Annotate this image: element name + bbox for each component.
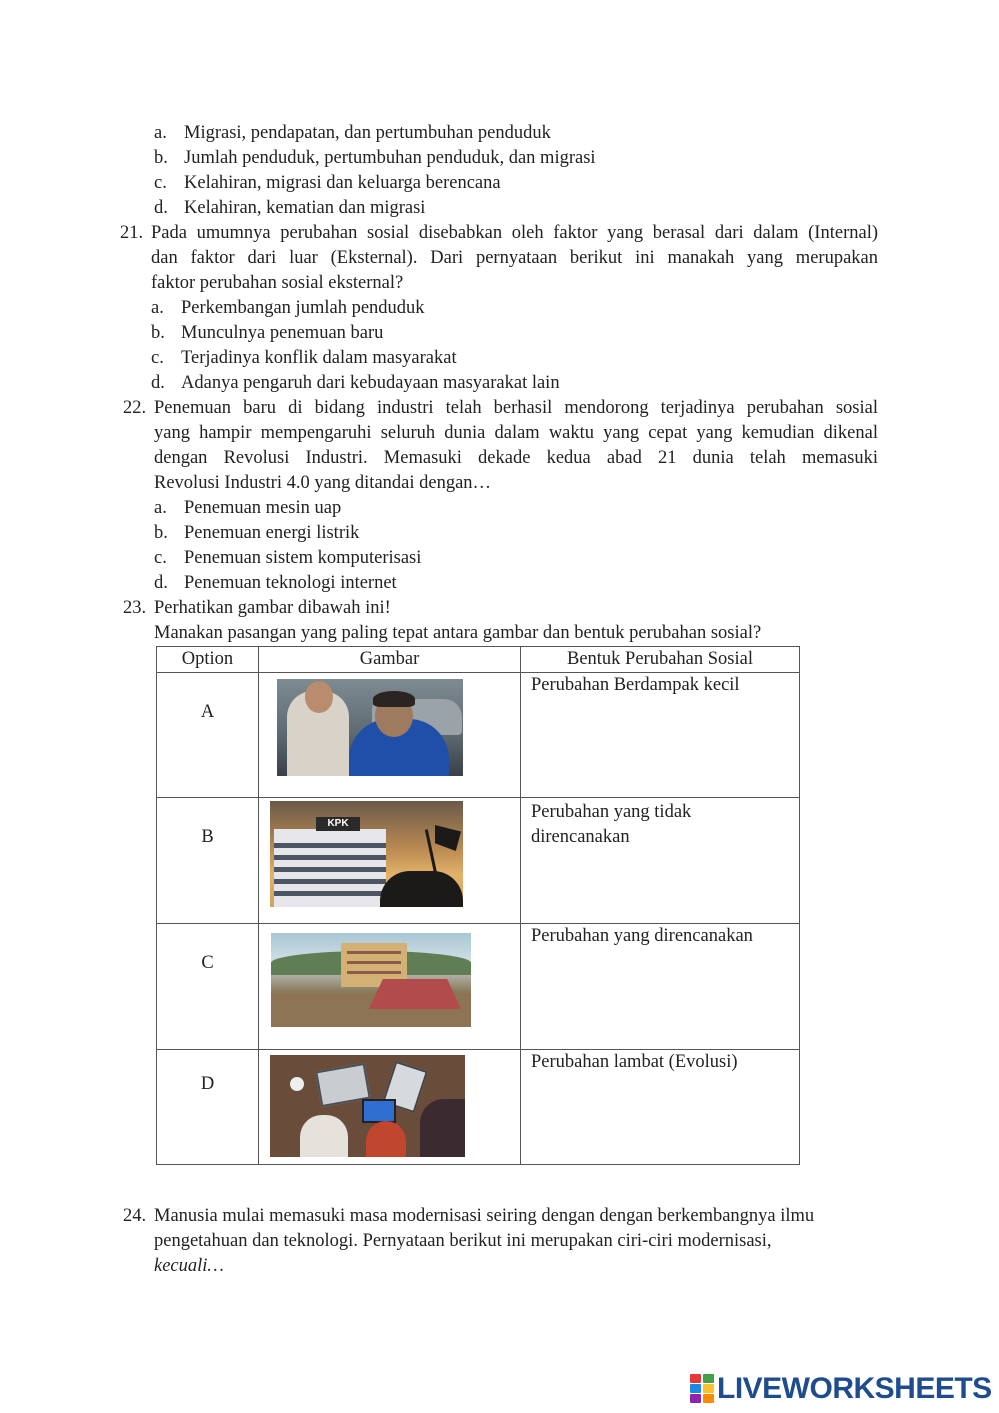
q22-number: 22. bbox=[123, 398, 147, 418]
q24-line-1: Manusia mulai memasuki masa modernisasi seiring dengan dengan berkembangnya ilmu bbox=[154, 1206, 815, 1226]
q20-option-d-letter: d. bbox=[154, 198, 168, 218]
barber-image bbox=[277, 679, 463, 776]
option-label: A bbox=[200, 701, 215, 722]
text-cell: Perubahan yang direncanakan bbox=[521, 924, 800, 1050]
table-row bbox=[157, 673, 800, 798]
table-header-row bbox=[157, 647, 800, 673]
q21-option-d-letter: d. bbox=[151, 373, 165, 393]
q22-option-c-text: Penemuan sistem komputerisasi bbox=[184, 548, 422, 568]
q21-number: 21. bbox=[120, 223, 144, 243]
q20-option-b-letter: b. bbox=[154, 148, 168, 168]
q23-line-2: Manakan pasangan yang paling tepat antara gambar dan bentuk perubahan sosial? bbox=[154, 623, 762, 643]
text-cell: Perubahan lambat (Evolusi) bbox=[521, 1050, 800, 1165]
q22-line-2: yang hampir mempengaruhi seluruh dunia dalam waktu yang cepat yang kemudian dikenal bbox=[154, 423, 878, 443]
q21-option-d-text: Adanya pengaruh dari kebudayaan masyarakat lain bbox=[181, 373, 560, 393]
q22-line-4: Revolusi Industri 4.0 yang ditandai dengan… bbox=[154, 473, 492, 493]
option-label: B bbox=[201, 827, 214, 847]
logo-mark-icon bbox=[690, 1374, 714, 1404]
image-cell bbox=[259, 673, 521, 798]
q22-line-1: Penemuan baru di bidang industri telah berhasil mendorong terjadinya perubahan sosial bbox=[154, 398, 878, 418]
liveworksheets-logo bbox=[690, 1373, 992, 1405]
q21-line-2: dan faktor dari luar (Eksternal). Dari pernyataan berikut ini manakah yang merupakan bbox=[151, 248, 878, 268]
text-cell: Perubahan Berdampak kecil bbox=[521, 673, 800, 798]
flood-image bbox=[271, 933, 471, 1027]
logo-square bbox=[690, 1394, 701, 1403]
q20-option-d-text: Kelahiran, kematian dan migrasi bbox=[184, 198, 426, 218]
q23-options-table bbox=[156, 646, 800, 1165]
option-label: C bbox=[201, 953, 214, 973]
q21-line-3: faktor perubahan sosial eksternal? bbox=[151, 273, 404, 293]
q21-option-c-text: Terjadinya konflik dalam masyarakat bbox=[181, 348, 457, 368]
kpk-sign: KPK bbox=[316, 817, 360, 831]
option-cell bbox=[157, 673, 259, 798]
q23-number: 23. bbox=[123, 598, 147, 618]
q22-option-d-text: Penemuan teknologi internet bbox=[184, 573, 397, 593]
option-cell bbox=[157, 1050, 259, 1165]
option-cell bbox=[157, 924, 259, 1050]
q22-option-d-letter: d. bbox=[154, 573, 168, 593]
q21-option-b-text: Munculnya penemuan baru bbox=[181, 323, 384, 343]
header-gambar: Gambar bbox=[259, 647, 521, 673]
logo-square bbox=[690, 1384, 701, 1393]
option-cell bbox=[157, 798, 259, 924]
q22-line-3: dengan Revolusi Industri. Memasuki dekade kedua abad 21 dunia telah memasuki bbox=[154, 448, 878, 468]
text-cell: Perubahan yang tidak direncanakan bbox=[521, 798, 800, 924]
q21-option-b-letter: b. bbox=[151, 323, 165, 343]
q21-option-c-letter: c. bbox=[151, 348, 164, 368]
table-row bbox=[157, 798, 800, 924]
q20-option-a-letter: a. bbox=[154, 123, 167, 143]
table-row bbox=[157, 1050, 800, 1165]
kpk-building-protest-image bbox=[270, 801, 463, 907]
q22-option-c-letter: c. bbox=[154, 548, 167, 568]
q21-option-a-letter: a. bbox=[151, 298, 164, 318]
logo-square bbox=[703, 1384, 714, 1393]
q20-option-c-text: Kelahiran, migrasi dan keluarga berencana bbox=[184, 173, 501, 193]
q24-number: 24. bbox=[123, 1206, 147, 1226]
q20-option-a-text: Migrasi, pendapatan, dan pertumbuhan penduduk bbox=[184, 123, 551, 143]
logo-square bbox=[690, 1374, 701, 1383]
q20-option-b-text: Jumlah penduduk, pertumbuhan penduduk, dan migrasi bbox=[184, 148, 596, 168]
logo-square bbox=[703, 1374, 714, 1383]
laptops-meeting-image bbox=[270, 1055, 465, 1157]
q22-option-a-text: Penemuan mesin uap bbox=[184, 498, 342, 518]
q20-option-c-letter: c. bbox=[154, 173, 167, 193]
q21-line-1: Pada umumnya perubahan sosial disebabkan oleh faktor yang berasal dari dalam (Internal) bbox=[151, 223, 878, 243]
header-bentuk: Bentuk Perubahan Sosial bbox=[521, 647, 800, 673]
q22-option-a-letter: a. bbox=[154, 498, 167, 518]
table-row bbox=[157, 924, 800, 1050]
q24-line-3: kecuali… bbox=[154, 1256, 224, 1276]
logo-text: LIVEWORKSHEETS bbox=[717, 1372, 992, 1405]
image-cell bbox=[259, 798, 521, 924]
q22-option-b-letter: b. bbox=[154, 523, 168, 543]
q22-option-b-text: Penemuan energi listrik bbox=[184, 523, 360, 543]
image-cell bbox=[259, 924, 521, 1050]
q21-option-a-text: Perkembangan jumlah penduduk bbox=[181, 298, 425, 318]
q24-line-2: pengetahuan dan teknologi. Pernyataan berikut ini merupakan ciri-ciri modernisasi, bbox=[154, 1231, 772, 1251]
option-label: D bbox=[200, 1073, 215, 1094]
q23-line-1: Perhatikan gambar dibawah ini! bbox=[154, 598, 391, 618]
header-option: Option bbox=[157, 647, 259, 673]
image-cell bbox=[259, 1050, 521, 1165]
logo-square bbox=[703, 1394, 714, 1403]
